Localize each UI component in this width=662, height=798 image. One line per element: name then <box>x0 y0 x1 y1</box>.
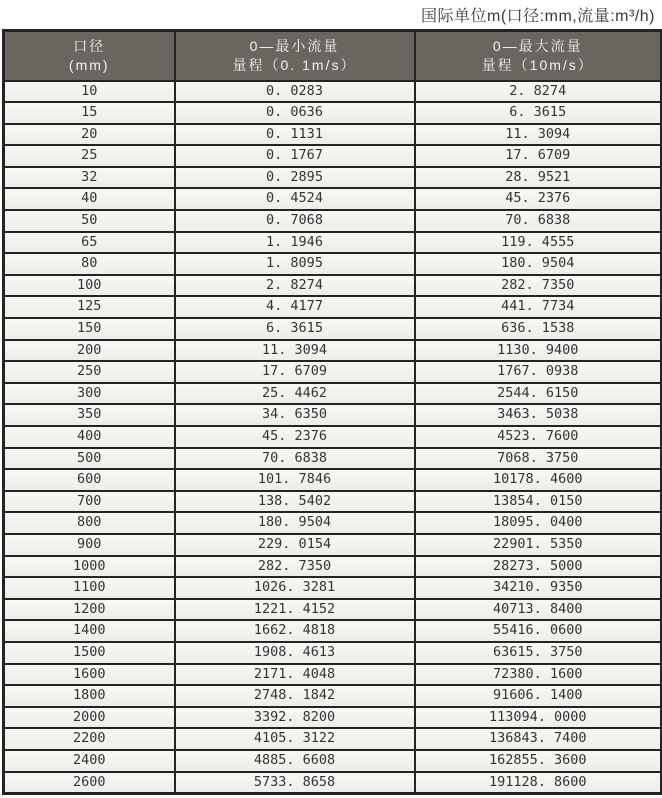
cell-diameter: 20 <box>4 124 175 146</box>
cell-min-flow: 180. 9504 <box>175 512 415 534</box>
table-row <box>4 577 662 599</box>
cell-max-flow: 11. 3094 <box>415 124 662 146</box>
cell-max-flow: 91606. 1400 <box>415 685 662 707</box>
cell-min-flow: 70. 6838 <box>175 448 415 470</box>
cell-diameter: 65 <box>4 232 175 254</box>
cell-diameter: 700 <box>4 491 175 513</box>
cell-diameter: 1800 <box>4 685 175 707</box>
table-row <box>4 124 662 146</box>
cell-max-flow: 441. 7734 <box>415 296 662 318</box>
cell-max-flow: 119. 4555 <box>415 232 662 254</box>
cell-min-flow: 2748. 1842 <box>175 685 415 707</box>
table-row <box>4 772 662 794</box>
table-row <box>4 512 662 534</box>
col-header-min-flow-line1: 0—最小流量 <box>249 37 340 54</box>
cell-min-flow: 0. 0283 <box>175 81 415 103</box>
cell-min-flow: 138. 5402 <box>175 491 415 513</box>
cell-diameter: 500 <box>4 448 175 470</box>
table-row <box>4 534 662 556</box>
title-bar <box>0 0 662 29</box>
cell-diameter: 50 <box>4 210 175 232</box>
cell-max-flow: 3463. 5038 <box>415 404 662 426</box>
cell-min-flow: 4885. 6608 <box>175 750 415 772</box>
page-title: 国际单位m(口径:mm,流量:m³/h) <box>421 8 655 25</box>
cell-min-flow: 0. 4524 <box>175 188 415 210</box>
cell-diameter: 15 <box>4 102 175 124</box>
cell-max-flow: 28. 9521 <box>415 167 662 189</box>
cell-max-flow: 72380. 1600 <box>415 664 662 686</box>
cell-min-flow: 101. 7846 <box>175 469 415 491</box>
cell-min-flow: 3392. 8200 <box>175 707 415 729</box>
table-row <box>4 296 662 318</box>
table-row <box>4 361 662 383</box>
col-header-diameter <box>4 31 175 81</box>
cell-max-flow: 1130. 9400 <box>415 340 662 362</box>
cell-min-flow: 0. 0636 <box>175 102 415 124</box>
col-header-max-flow-line2: 量程（10m/s） <box>481 56 594 73</box>
table-row <box>4 188 662 210</box>
cell-min-flow: 4105. 3122 <box>175 728 415 750</box>
cell-max-flow: 40713. 8400 <box>415 599 662 621</box>
cell-min-flow: 1026. 3281 <box>175 577 415 599</box>
cell-max-flow: 636. 1538 <box>415 318 662 340</box>
cell-min-flow: 11. 3094 <box>175 340 415 362</box>
cell-max-flow: 63615. 3750 <box>415 642 662 664</box>
cell-max-flow: 1767. 0938 <box>415 361 662 383</box>
cell-min-flow: 2171. 4048 <box>175 664 415 686</box>
table-row <box>4 318 662 340</box>
table-row <box>4 275 662 297</box>
cell-max-flow: 6. 3615 <box>415 102 662 124</box>
table-row <box>4 210 662 232</box>
cell-min-flow: 1662. 4818 <box>175 620 415 642</box>
table-row <box>4 102 662 124</box>
table-row <box>4 81 662 103</box>
table-row <box>4 253 662 275</box>
cell-min-flow: 0. 7068 <box>175 210 415 232</box>
cell-max-flow: 28273. 5000 <box>415 556 662 578</box>
cell-diameter: 10 <box>4 81 175 103</box>
cell-min-flow: 1. 8095 <box>175 253 415 275</box>
cell-min-flow: 0. 1767 <box>175 145 415 167</box>
table-row <box>4 685 662 707</box>
cell-max-flow: 18095. 0400 <box>415 512 662 534</box>
cell-diameter: 2000 <box>4 707 175 729</box>
cell-max-flow: 113094. 0000 <box>415 707 662 729</box>
flow-table-body <box>4 81 662 794</box>
cell-min-flow: 282. 7350 <box>175 556 415 578</box>
cell-min-flow: 1. 1946 <box>175 232 415 254</box>
cell-diameter: 600 <box>4 469 175 491</box>
table-row <box>4 340 662 362</box>
table-row <box>4 707 662 729</box>
header-row <box>4 31 662 81</box>
cell-diameter: 1200 <box>4 599 175 621</box>
cell-max-flow: 2. 8274 <box>415 81 662 103</box>
cell-min-flow: 1221. 4152 <box>175 599 415 621</box>
table-row <box>4 383 662 405</box>
table-row <box>4 599 662 621</box>
cell-diameter: 32 <box>4 167 175 189</box>
cell-max-flow: 191128. 8600 <box>415 772 662 794</box>
cell-diameter: 350 <box>4 404 175 426</box>
cell-max-flow: 7068. 3750 <box>415 448 662 470</box>
cell-max-flow: 70. 6838 <box>415 210 662 232</box>
cell-max-flow: 34210. 9350 <box>415 577 662 599</box>
cell-diameter: 900 <box>4 534 175 556</box>
table-row <box>4 556 662 578</box>
table-row <box>4 448 662 470</box>
cell-min-flow: 34. 6350 <box>175 404 415 426</box>
cell-min-flow: 45. 2376 <box>175 426 415 448</box>
cell-diameter: 400 <box>4 426 175 448</box>
cell-diameter: 1400 <box>4 620 175 642</box>
cell-diameter: 250 <box>4 361 175 383</box>
table-row <box>4 620 662 642</box>
table-row <box>4 491 662 513</box>
cell-max-flow: 2544. 6150 <box>415 383 662 405</box>
col-header-diameter-line2: (mm) <box>68 56 110 73</box>
cell-diameter: 150 <box>4 318 175 340</box>
cell-min-flow: 17. 6709 <box>175 361 415 383</box>
col-header-max-flow <box>415 31 662 81</box>
table-row <box>4 404 662 426</box>
cell-diameter: 125 <box>4 296 175 318</box>
cell-diameter: 2400 <box>4 750 175 772</box>
cell-max-flow: 10178. 4600 <box>415 469 662 491</box>
cell-diameter: 2600 <box>4 772 175 794</box>
cell-min-flow: 25. 4462 <box>175 383 415 405</box>
cell-min-flow: 6. 3615 <box>175 318 415 340</box>
cell-diameter: 80 <box>4 253 175 275</box>
cell-min-flow: 2. 8274 <box>175 275 415 297</box>
cell-max-flow: 13854. 0150 <box>415 491 662 513</box>
table-row <box>4 145 662 167</box>
flow-range-table <box>2 29 662 795</box>
cell-diameter: 100 <box>4 275 175 297</box>
cell-diameter: 40 <box>4 188 175 210</box>
table-row <box>4 232 662 254</box>
cell-min-flow: 1908. 4613 <box>175 642 415 664</box>
table-row <box>4 750 662 772</box>
cell-max-flow: 180. 9504 <box>415 253 662 275</box>
cell-min-flow: 0. 1131 <box>175 124 415 146</box>
table-row <box>4 167 662 189</box>
table-row <box>4 664 662 686</box>
cell-diameter: 200 <box>4 340 175 362</box>
cell-diameter: 800 <box>4 512 175 534</box>
cell-max-flow: 45. 2376 <box>415 188 662 210</box>
cell-min-flow: 229. 0154 <box>175 534 415 556</box>
cell-diameter: 300 <box>4 383 175 405</box>
table-row <box>4 642 662 664</box>
col-header-max-flow-line1: 0—最大流量 <box>492 37 583 54</box>
cell-max-flow: 282. 7350 <box>415 275 662 297</box>
cell-max-flow: 4523. 7600 <box>415 426 662 448</box>
cell-min-flow: 4. 4177 <box>175 296 415 318</box>
cell-diameter: 1100 <box>4 577 175 599</box>
cell-diameter: 1500 <box>4 642 175 664</box>
cell-diameter: 1600 <box>4 664 175 686</box>
cell-diameter: 1000 <box>4 556 175 578</box>
cell-min-flow: 0. 2895 <box>175 167 415 189</box>
cell-max-flow: 17. 6709 <box>415 145 662 167</box>
table-row <box>4 426 662 448</box>
col-header-diameter-line1: 口径 <box>73 37 106 54</box>
col-header-min-flow <box>175 31 415 81</box>
cell-max-flow: 162855. 3600 <box>415 750 662 772</box>
table-row <box>4 469 662 491</box>
col-header-min-flow-line2: 量程（0. 1m/s） <box>232 56 357 73</box>
cell-min-flow: 5733. 8658 <box>175 772 415 794</box>
cell-max-flow: 136843. 7400 <box>415 728 662 750</box>
cell-diameter: 25 <box>4 145 175 167</box>
table-row <box>4 728 662 750</box>
cell-max-flow: 22901. 5350 <box>415 534 662 556</box>
cell-max-flow: 55416. 0600 <box>415 620 662 642</box>
cell-diameter: 2200 <box>4 728 175 750</box>
